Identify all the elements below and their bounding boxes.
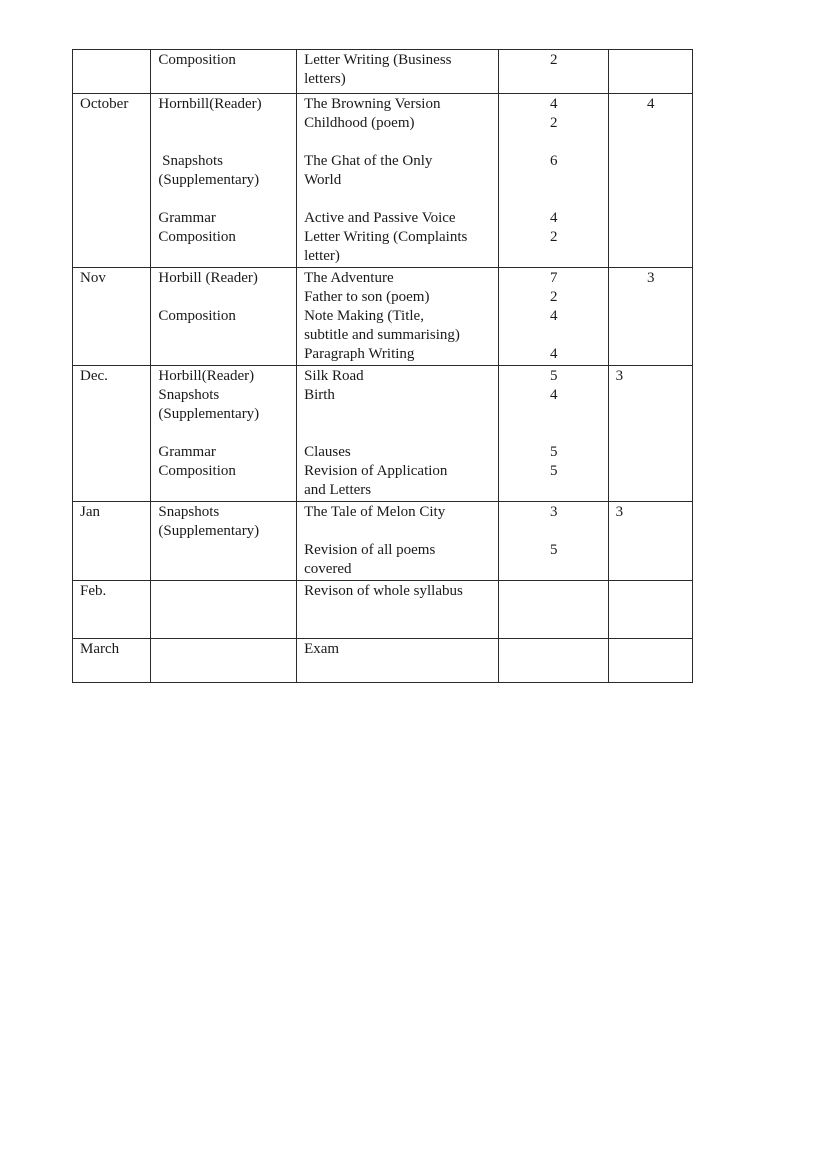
topic-cell-line: The Ghat of the Only [304, 153, 433, 169]
periods-cell [499, 366, 609, 502]
tests-cell-line: 4 [647, 96, 655, 112]
book-cell-line: (Supplementary) [158, 172, 260, 188]
tests-cell [608, 366, 692, 502]
syllabus-table-body [73, 50, 693, 683]
periods-cell-line: 4 [550, 308, 558, 324]
month-cell-line: Jan [80, 504, 100, 520]
periods-cell-line: 2 [550, 289, 558, 305]
book-cell-line: Composition [158, 52, 236, 68]
topic-cell-line: The Browning Version [304, 96, 441, 112]
topic-cell-line: Exam [304, 641, 340, 657]
periods-cell-line: 4 [550, 387, 558, 403]
book-cell-line [158, 288, 290, 307]
tests-cell-line: 3 [615, 504, 624, 520]
book-cell-line [158, 640, 290, 659]
periods-cell-line: 7 [550, 270, 558, 286]
topic-cell [297, 581, 499, 639]
periods-cell-line [506, 171, 602, 190]
periods-cell-line [506, 405, 602, 424]
month-cell [73, 268, 151, 366]
topic-cell-line: Note Making (Title, [304, 308, 424, 324]
periods-cell-line: 4 [550, 96, 558, 112]
tests-cell [608, 581, 692, 639]
book-cell [151, 366, 297, 502]
topic-cell-line: and Letters [304, 482, 372, 498]
topic-cell-line: Revison of whole syllabus [304, 583, 463, 599]
month-cell [73, 50, 151, 94]
periods-cell [499, 639, 609, 683]
book-cell-line: Horbill(Reader) [158, 368, 255, 384]
topic-cell-line [304, 190, 492, 209]
month-cell-line: October [80, 96, 129, 112]
syllabus-table [72, 49, 693, 683]
tests-cell [608, 50, 692, 94]
topic-cell [297, 50, 499, 94]
month-cell-line: Feb. [80, 583, 107, 599]
month-cell-line: Dec. [80, 368, 108, 384]
topic-cell-line: Paragraph Writing [304, 346, 415, 362]
book-cell-line: (Supplementary) [158, 406, 260, 422]
topic-cell [297, 366, 499, 502]
periods-cell-line [506, 582, 602, 601]
table-row [73, 50, 693, 94]
periods-cell-line [506, 190, 602, 209]
topic-cell [297, 268, 499, 366]
periods-cell-line [506, 522, 602, 541]
book-cell [151, 581, 297, 639]
topic-cell-line: Letter Writing (Business [304, 52, 452, 68]
periods-cell-line [506, 326, 602, 345]
tests-cell [608, 639, 692, 683]
book-cell-line [158, 190, 290, 209]
book-cell-line [158, 133, 290, 152]
table-row [73, 94, 693, 268]
topic-cell-line: The Tale of Melon City [304, 504, 446, 520]
topic-cell-line [304, 133, 492, 152]
tests-cell-line: 3 [647, 270, 655, 286]
book-cell-line: Composition [158, 308, 236, 324]
topic-cell [297, 94, 499, 268]
book-cell-line: Grammar [158, 210, 216, 226]
book-cell-line: Snapshots [158, 153, 223, 169]
month-cell [73, 502, 151, 581]
tests-cell [608, 94, 692, 268]
month-cell [73, 639, 151, 683]
tests-cell-line [616, 582, 686, 601]
topic-cell-line: Father to son (poem) [304, 289, 430, 305]
topic-cell-line: covered [304, 561, 352, 577]
book-cell [151, 502, 297, 581]
topic-cell-line: Letter Writing (Complaints [304, 229, 468, 245]
topic-cell-line: Birth [304, 387, 335, 403]
topic-cell-line: letters) [304, 71, 346, 87]
table-row [73, 639, 693, 683]
periods-cell-line: 4 [550, 210, 558, 226]
topic-cell-line: Revision of Application [304, 463, 448, 479]
tests-cell [608, 502, 692, 581]
month-cell [73, 94, 151, 268]
periods-cell-line: 5 [550, 542, 558, 558]
book-cell [151, 639, 297, 683]
topic-cell-line: Childhood (poem) [304, 115, 415, 131]
topic-cell-line: World [304, 172, 342, 188]
periods-cell-line: 5 [550, 368, 558, 384]
topic-cell-line: letter) [304, 248, 340, 264]
book-cell [151, 50, 297, 94]
topic-cell [297, 639, 499, 683]
topic-cell-line: Revision of all poems [304, 542, 436, 558]
month-cell [73, 366, 151, 502]
periods-cell-line [506, 424, 602, 443]
table-row [73, 581, 693, 639]
periods-cell-line: 4 [550, 346, 558, 362]
book-cell-line [158, 114, 290, 133]
periods-cell [499, 50, 609, 94]
book-cell-line: Hornbill(Reader) [158, 96, 262, 112]
topic-cell [297, 502, 499, 581]
book-cell-line: Snapshots [158, 387, 220, 403]
periods-cell-line: 2 [550, 229, 558, 245]
book-cell [151, 268, 297, 366]
periods-cell-line: 3 [550, 504, 558, 520]
book-cell-line: Horbill (Reader) [158, 270, 258, 286]
topic-cell-line [304, 522, 492, 541]
book-cell-line: (Supplementary) [158, 523, 260, 539]
table-row [73, 268, 693, 366]
book-cell-line [158, 424, 290, 443]
book-cell [151, 94, 297, 268]
periods-cell-line: 6 [550, 153, 558, 169]
tests-cell-line [616, 640, 686, 659]
book-cell-line: Composition [158, 463, 236, 479]
month-cell-line [80, 51, 144, 70]
table-row [73, 502, 693, 581]
periods-cell-line [506, 640, 602, 659]
tests-cell-line [616, 51, 686, 70]
tests-cell-line: 3 [615, 368, 624, 384]
topic-cell-line: The Adventure [304, 270, 394, 286]
book-cell-line: Composition [158, 229, 236, 245]
periods-cell-line: 2 [550, 115, 558, 131]
month-cell-line: Nov [80, 270, 106, 286]
book-cell-line: Grammar [158, 444, 216, 460]
month-cell-line: March [80, 641, 120, 657]
topic-cell-line [304, 405, 492, 424]
periods-cell [499, 502, 609, 581]
topic-cell-line: subtitle and summarising) [304, 327, 460, 343]
periods-cell-line: 2 [550, 52, 558, 68]
topic-cell-line: Clauses [304, 444, 351, 460]
periods-cell [499, 268, 609, 366]
book-cell-line [158, 582, 290, 601]
topic-cell-line: Silk Road [304, 368, 364, 384]
month-cell [73, 581, 151, 639]
periods-cell [499, 94, 609, 268]
periods-cell-line: 5 [550, 444, 558, 460]
tests-cell [608, 268, 692, 366]
book-cell-line: Snapshots [158, 504, 220, 520]
topic-cell-line [304, 424, 492, 443]
periods-cell-line: 5 [550, 463, 558, 479]
periods-cell [499, 581, 609, 639]
topic-cell-line: Active and Passive Voice [304, 210, 456, 226]
table-row [73, 366, 693, 502]
periods-cell-line [506, 133, 602, 152]
